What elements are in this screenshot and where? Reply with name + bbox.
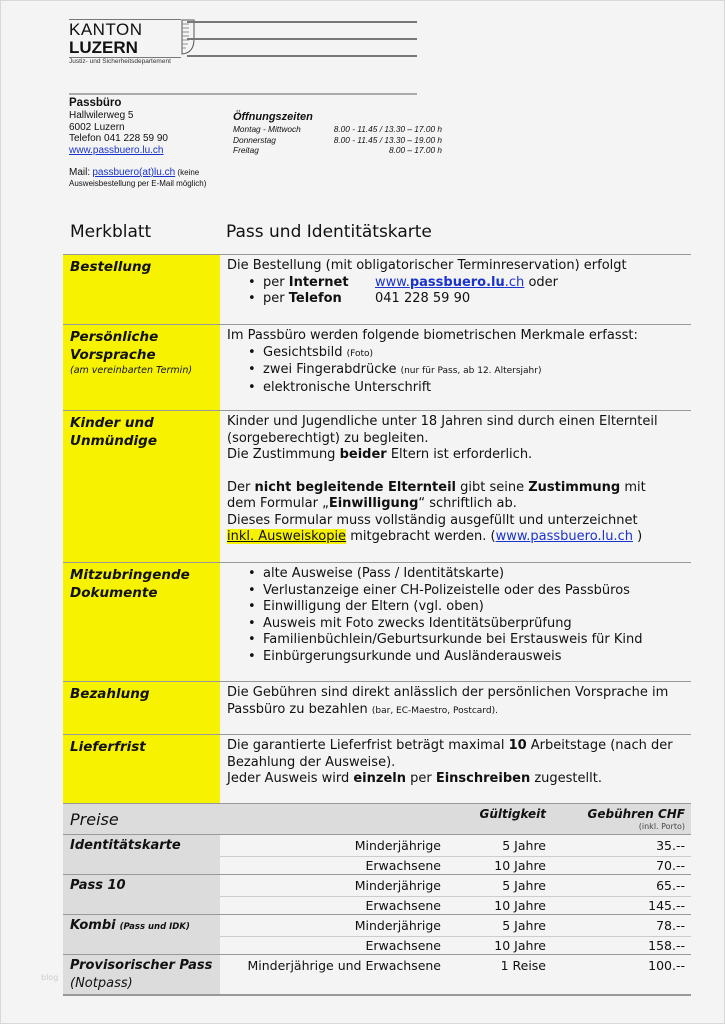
text: einzeln bbox=[353, 771, 406, 786]
paragraph bbox=[227, 447, 677, 464]
section-label bbox=[63, 735, 220, 804]
text: per bbox=[263, 291, 289, 306]
price-who: Erwachsene bbox=[365, 897, 441, 913]
price-fee: 70.-- bbox=[656, 857, 685, 873]
label-text: Bezahlung bbox=[70, 686, 150, 702]
section-dokumente bbox=[63, 562, 691, 682]
list-item bbox=[245, 362, 638, 380]
list-item: • Familienbüchlein/Geburtsurkunde bei Erstausweis für Kind bbox=[245, 632, 643, 649]
col-fee: Gebühren CHF bbox=[587, 807, 685, 821]
prices-header bbox=[63, 803, 691, 834]
price-fee: 35.-- bbox=[656, 838, 685, 853]
text: zugestellt. bbox=[530, 771, 602, 786]
paragraph bbox=[227, 529, 677, 546]
price-validity: 5 Jahre bbox=[502, 838, 546, 853]
section-kinder bbox=[63, 410, 691, 563]
note: (bar, EC-Maestro, Postcard). bbox=[371, 705, 498, 716]
text: elektronische Unterschrift bbox=[263, 379, 432, 395]
label-sub: (Pass und IDK) bbox=[119, 922, 190, 932]
website-link[interactable] bbox=[375, 275, 524, 290]
note: (nur für Pass, ab 12. Altersjahr) bbox=[400, 366, 542, 376]
list-item: • alte Ausweise (Pass / Identitätskarte) bbox=[245, 566, 643, 583]
list-item bbox=[245, 345, 638, 363]
price-validity: 5 Jahre bbox=[502, 878, 546, 893]
row-divider bbox=[220, 936, 691, 937]
text: gibt seine bbox=[455, 479, 529, 495]
row-divider bbox=[220, 896, 691, 897]
logo-kanton: KANTON bbox=[69, 19, 181, 39]
section-bezahlung bbox=[63, 681, 691, 735]
list-item: • Einbürgerungsurkunde und Ausländerausweis bbox=[245, 649, 643, 666]
list-item: • Ausweis mit Foto zwecks Identitätsüberprüfung bbox=[245, 616, 643, 633]
text: mit dem Formular „ bbox=[227, 479, 646, 511]
price-validity: 5 Jahre bbox=[502, 918, 546, 933]
website-link[interactable]: www.passbuero.lu.ch bbox=[69, 144, 164, 156]
list-item: • Verlustanzeige einer CH-Polizeistelle oder des Passbüros bbox=[245, 583, 643, 600]
section-body bbox=[220, 255, 627, 325]
paragraph: Dieses Formular muss vollständig ausgefüllt und unterzeichnet bbox=[227, 512, 638, 528]
price-validity: 10 Jahre bbox=[494, 857, 546, 873]
section-bestellung bbox=[63, 254, 691, 325]
price-fee: 65.-- bbox=[656, 878, 685, 893]
watermark: blog bbox=[41, 973, 59, 982]
text: beider bbox=[339, 447, 387, 462]
title-merkblatt: Merkblatt bbox=[70, 222, 152, 242]
price-who: Minderjährige bbox=[354, 878, 441, 893]
office-city: 6002 Luzern bbox=[69, 121, 125, 133]
website-link[interactable]: www.passbuero.lu.ch bbox=[495, 529, 633, 544]
text: Internet bbox=[288, 274, 349, 290]
text: zwei Fingerabdrücke bbox=[263, 362, 397, 377]
header-rule bbox=[187, 21, 417, 23]
paragraph bbox=[227, 771, 677, 788]
intro-text: Im Passbüro werden folgende biometrischen Merkmale erfasst: bbox=[227, 328, 638, 343]
header-rule bbox=[187, 55, 417, 57]
text: Eltern ist erforderlich. bbox=[386, 447, 533, 462]
price-group-label bbox=[63, 835, 220, 875]
text: Arbeitstage (nach der Bezahlung der Ausweise). bbox=[227, 738, 673, 770]
list-item bbox=[245, 275, 627, 292]
mail-link[interactable]: passbuero(at)lu.ch bbox=[92, 167, 176, 178]
text: Jeder Ausweis wird bbox=[227, 771, 354, 786]
section-label bbox=[63, 255, 220, 325]
text: ) bbox=[632, 529, 643, 544]
hours-day: Freitag bbox=[233, 145, 259, 155]
price-group bbox=[63, 914, 691, 955]
office-phone: Telefon 041 228 59 90 bbox=[69, 133, 168, 144]
section-body bbox=[220, 735, 677, 804]
office-address bbox=[69, 96, 168, 156]
text: Die Gebühren sind direkt anlässlich der persönlichen Vorsprache im Passbüro zu bezahlen bbox=[227, 685, 669, 717]
label-sub: (am vereinbarten Termin) bbox=[70, 365, 193, 376]
label-text: Kombi bbox=[70, 918, 116, 933]
list-item bbox=[245, 291, 627, 308]
row-divider bbox=[220, 856, 691, 857]
price-validity: 10 Jahre bbox=[494, 937, 546, 953]
mail-note: (keine bbox=[177, 168, 200, 177]
section-label bbox=[63, 682, 220, 735]
hours-time: 8.00 - 11.45 / 13.30 – 19.00 h bbox=[333, 134, 442, 145]
col-fee-note: (inkl. Porto) bbox=[638, 822, 685, 831]
list-item bbox=[245, 380, 638, 397]
label-text: Lieferfrist bbox=[70, 739, 146, 755]
price-who: Minderjährige und Erwachsene bbox=[247, 958, 441, 973]
col-validity: Gültigkeit bbox=[479, 807, 546, 821]
section-label bbox=[63, 411, 220, 563]
text: Einschreiben bbox=[435, 771, 531, 786]
hours-time: 8.00 – 17.00 h bbox=[388, 145, 442, 155]
price-group-label bbox=[63, 955, 220, 995]
text: per bbox=[405, 771, 436, 786]
department-name: Justiz- und Sicherheitsdepartement bbox=[69, 58, 171, 65]
text: Gesichtsbild bbox=[263, 344, 343, 360]
price-group-label bbox=[63, 915, 220, 955]
section-body bbox=[220, 325, 638, 411]
text: “ schriftlich ab. bbox=[418, 496, 517, 511]
header-rule bbox=[187, 38, 417, 40]
hours-row bbox=[233, 124, 442, 135]
text: passbuero.lu bbox=[409, 274, 505, 290]
page-title: Pass und Identitätskarte bbox=[226, 222, 432, 242]
table-bottom-rule bbox=[63, 994, 691, 996]
phone-number: 041 228 59 90 bbox=[375, 291, 471, 306]
price-fee: 145.-- bbox=[648, 897, 685, 913]
hours-day: Montag - Mittwoch bbox=[233, 124, 301, 134]
label-text: Persönliche bbox=[70, 329, 159, 345]
label-text: Mitzubringende bbox=[70, 567, 190, 583]
price-fee: 78.-- bbox=[656, 918, 685, 933]
text: Telefon bbox=[288, 291, 342, 306]
label-text: Kinder und bbox=[70, 415, 154, 431]
section-label bbox=[63, 325, 220, 411]
text: Der bbox=[227, 479, 255, 495]
hours-row bbox=[233, 135, 442, 146]
section-vorsprache bbox=[63, 324, 691, 411]
label-text: Unmündige bbox=[70, 433, 157, 449]
divider bbox=[69, 93, 417, 95]
paragraph bbox=[227, 480, 677, 513]
text: .ch bbox=[504, 274, 525, 290]
price-fee: 158.-- bbox=[648, 937, 685, 953]
label-sub: (Notpass) bbox=[70, 976, 133, 991]
office-name: Passbüro bbox=[69, 97, 122, 109]
price-who: Minderjährige bbox=[354, 838, 441, 853]
price-group bbox=[63, 834, 691, 875]
mail-label: Mail: bbox=[69, 167, 91, 178]
price-group bbox=[63, 874, 691, 915]
paragraph: Kinder und Jugendliche unter 18 Jahren sind durch einen Elternteil (sorgeberechtigt) zu begleiten. bbox=[227, 414, 658, 446]
price-group bbox=[63, 954, 691, 995]
label-text: Bestellung bbox=[70, 259, 152, 275]
hours-day: Donnerstag bbox=[233, 134, 276, 145]
label-text: Pass 10 bbox=[70, 878, 126, 893]
label-text: Provisorischer Pass bbox=[70, 958, 213, 973]
text: per bbox=[263, 274, 289, 290]
label-text: Vorsprache bbox=[70, 347, 156, 363]
opening-hours bbox=[233, 111, 442, 156]
price-validity: 10 Jahre bbox=[494, 897, 546, 913]
section-body bbox=[220, 563, 643, 682]
office-mail bbox=[69, 167, 206, 189]
price-fee: 100.-- bbox=[648, 958, 685, 973]
price-who: Minderjährige bbox=[354, 918, 441, 933]
note: (Foto) bbox=[346, 348, 374, 359]
text: oder bbox=[524, 274, 558, 290]
text: nicht begleitende Elternteil bbox=[254, 479, 456, 495]
price-group-label bbox=[63, 875, 220, 915]
hours-time: 8.00 - 11.45 / 13.30 – 17.00 h bbox=[333, 124, 442, 134]
intro-text: Die Bestellung (mit obligatorischer Terminreservation) erfolgt bbox=[227, 258, 627, 273]
paragraph bbox=[227, 738, 677, 771]
hours-row bbox=[233, 145, 442, 156]
text: Zustimmung bbox=[528, 479, 621, 495]
text: Einwilligung bbox=[328, 496, 419, 511]
price-validity: 1 Reise bbox=[500, 958, 546, 973]
office-street: Hallwilerweg 5 bbox=[69, 110, 134, 121]
coat-of-arms-icon bbox=[181, 19, 195, 55]
section-label bbox=[63, 563, 220, 682]
text: Die garantierte Lieferfrist beträgt maximal bbox=[227, 738, 509, 753]
kanton-luzern-logo bbox=[69, 19, 181, 58]
hours-title: Öffnungszeiten bbox=[233, 111, 313, 123]
text: 10 bbox=[508, 738, 527, 753]
logo-luzern: LUZERN bbox=[69, 39, 181, 58]
section-lieferfrist bbox=[63, 734, 691, 804]
text: www. bbox=[375, 274, 410, 290]
label-text: Dokumente bbox=[70, 585, 158, 601]
section-body bbox=[220, 411, 677, 563]
text: Die Zustimmung bbox=[227, 447, 340, 462]
text: mitgebracht werden. ( bbox=[346, 529, 496, 544]
price-who: Erwachsene bbox=[365, 857, 441, 873]
price-who: Erwachsene bbox=[365, 937, 441, 953]
section-body bbox=[220, 682, 677, 735]
prices-title: Preise bbox=[70, 810, 119, 829]
highlighted-text: inkl. Ausweiskopie bbox=[227, 529, 347, 544]
mail-note: Ausweisbestellung per E-Mail möglich) bbox=[69, 179, 207, 188]
list-item: • Einwilligung der Eltern (vgl. oben) bbox=[245, 599, 643, 616]
label-text: Identitätskarte bbox=[70, 838, 181, 853]
